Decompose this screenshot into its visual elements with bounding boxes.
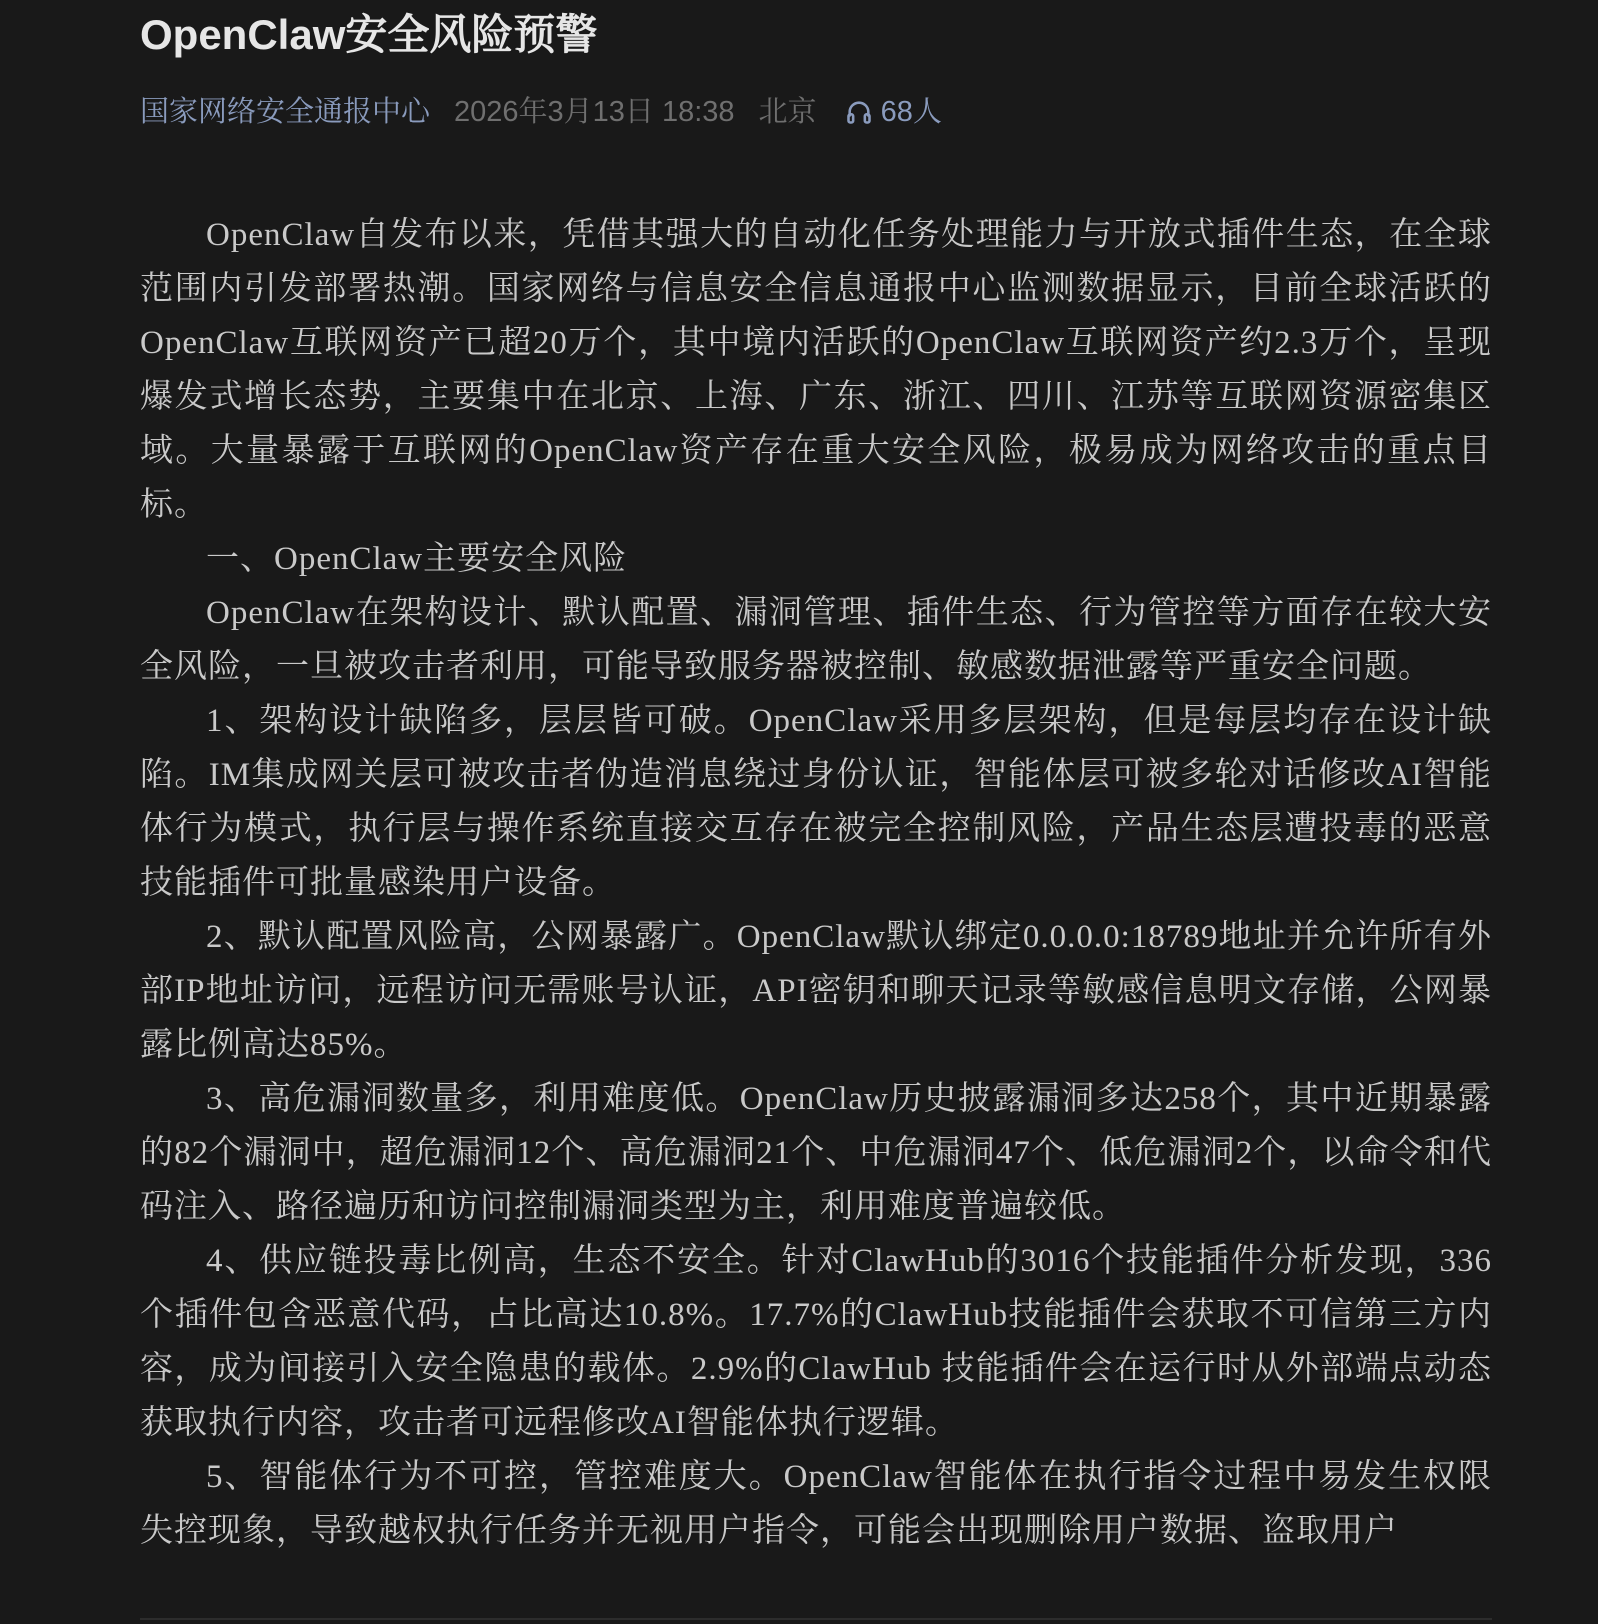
article-paragraph: 4、供应链投毒比例高，生态不安全。针对ClawHub的3016个技能插件分析发现，336个插件包含恶意代码，占比高达10.8%。17.7%的ClawHub技能插件会获取不可信第三方内容，成为间接引入安全隐患的载体。2.9%的ClawHub 技能插件会在运行时从外部端点动态获取执行内容，攻击者可远程修改AI智能体执行逻辑。 <box>140 1243 1492 1441</box>
article-paragraph: OpenClaw在架构设计、默认配置、漏洞管理、插件生态、行为管控等方面存在较大安全风险，一旦被攻击者利用，可能导致服务器被控制、敏感数据泄露等严重安全问题。 <box>140 595 1492 685</box>
article-paragraph: 5、智能体行为不可控，管控难度大。OpenClaw智能体在执行指令过程中易发生权限失控现象，导致越权执行任务并无视用户指令，可能会出现删除用户数据、盗取用户 <box>140 1459 1492 1549</box>
article-title: OpenClaw安全风险预警 <box>140 11 598 58</box>
article-meta <box>140 90 1492 134</box>
article-paragraph: 2、默认配置风险高，公网暴露广。OpenClaw默认绑定0.0.0.0:18789地址并允许所有外部IP地址访问，远程访问无需账号认证，API密钥和聊天记录等敏感信息明文存储，公网暴露比例高达85%。 <box>140 919 1492 1063</box>
article-paragraph: OpenClaw自发布以来，凭借其强大的自动化任务处理能力与开放式插件生态，在全球范围内引发部署热潮。国家网络与信息安全信息通报中心监测数据显示，目前全球活跃的OpenClaw互联网资产已超20万个，其中境内活跃的OpenClaw互联网资产约2.3万个，呈现爆发式增长态势，主要集中在北京、上海、广东、浙江、四川、江苏等互联网资源密集区域。大量暴露于互联网的OpenClaw资产存在重大安全风险，极易成为网络攻击的重点目标。 <box>140 217 1492 523</box>
section-heading: 一、OpenClaw主要安全风险 <box>206 541 628 577</box>
article-paragraph: 3、高危漏洞数量多，利用难度低。OpenClaw历史披露漏洞多达258个，其中近期暴露的82个漏洞中，超危漏洞12个、高危漏洞21个、中危漏洞47个、低危漏洞2个，以命令和代码注入、路径遍历和访问控制漏洞类型为主，利用难度普遍较低。 <box>140 1081 1492 1225</box>
publish-date: 2026年3月13日 18:38 <box>454 96 735 128</box>
article-paragraph: 1、架构设计缺陷多，层层皆可破。OpenClaw采用多层架构，但是每层均存在设计缺陷。IM集成网关层可被攻击者伪造消息绕过身份认证，智能体层可被多轮对话修改AI智能体行为模式，执行层与操作系统直接交互存在被完全控制风险，产品生态层遭投毒的恶意技能插件可批量感染用户设备。 <box>140 703 1492 901</box>
publish-location: 北京 <box>758 96 817 128</box>
divider <box>140 1618 1492 1620</box>
listener-count: 68人 <box>880 96 942 128</box>
listen-button[interactable] <box>845 90 942 134</box>
article-body <box>140 208 1492 1558</box>
article-page <box>140 0 1492 1558</box>
account-name-link[interactable]: 国家网络安全通报中心 <box>140 96 431 128</box>
headphones-icon <box>845 98 873 126</box>
